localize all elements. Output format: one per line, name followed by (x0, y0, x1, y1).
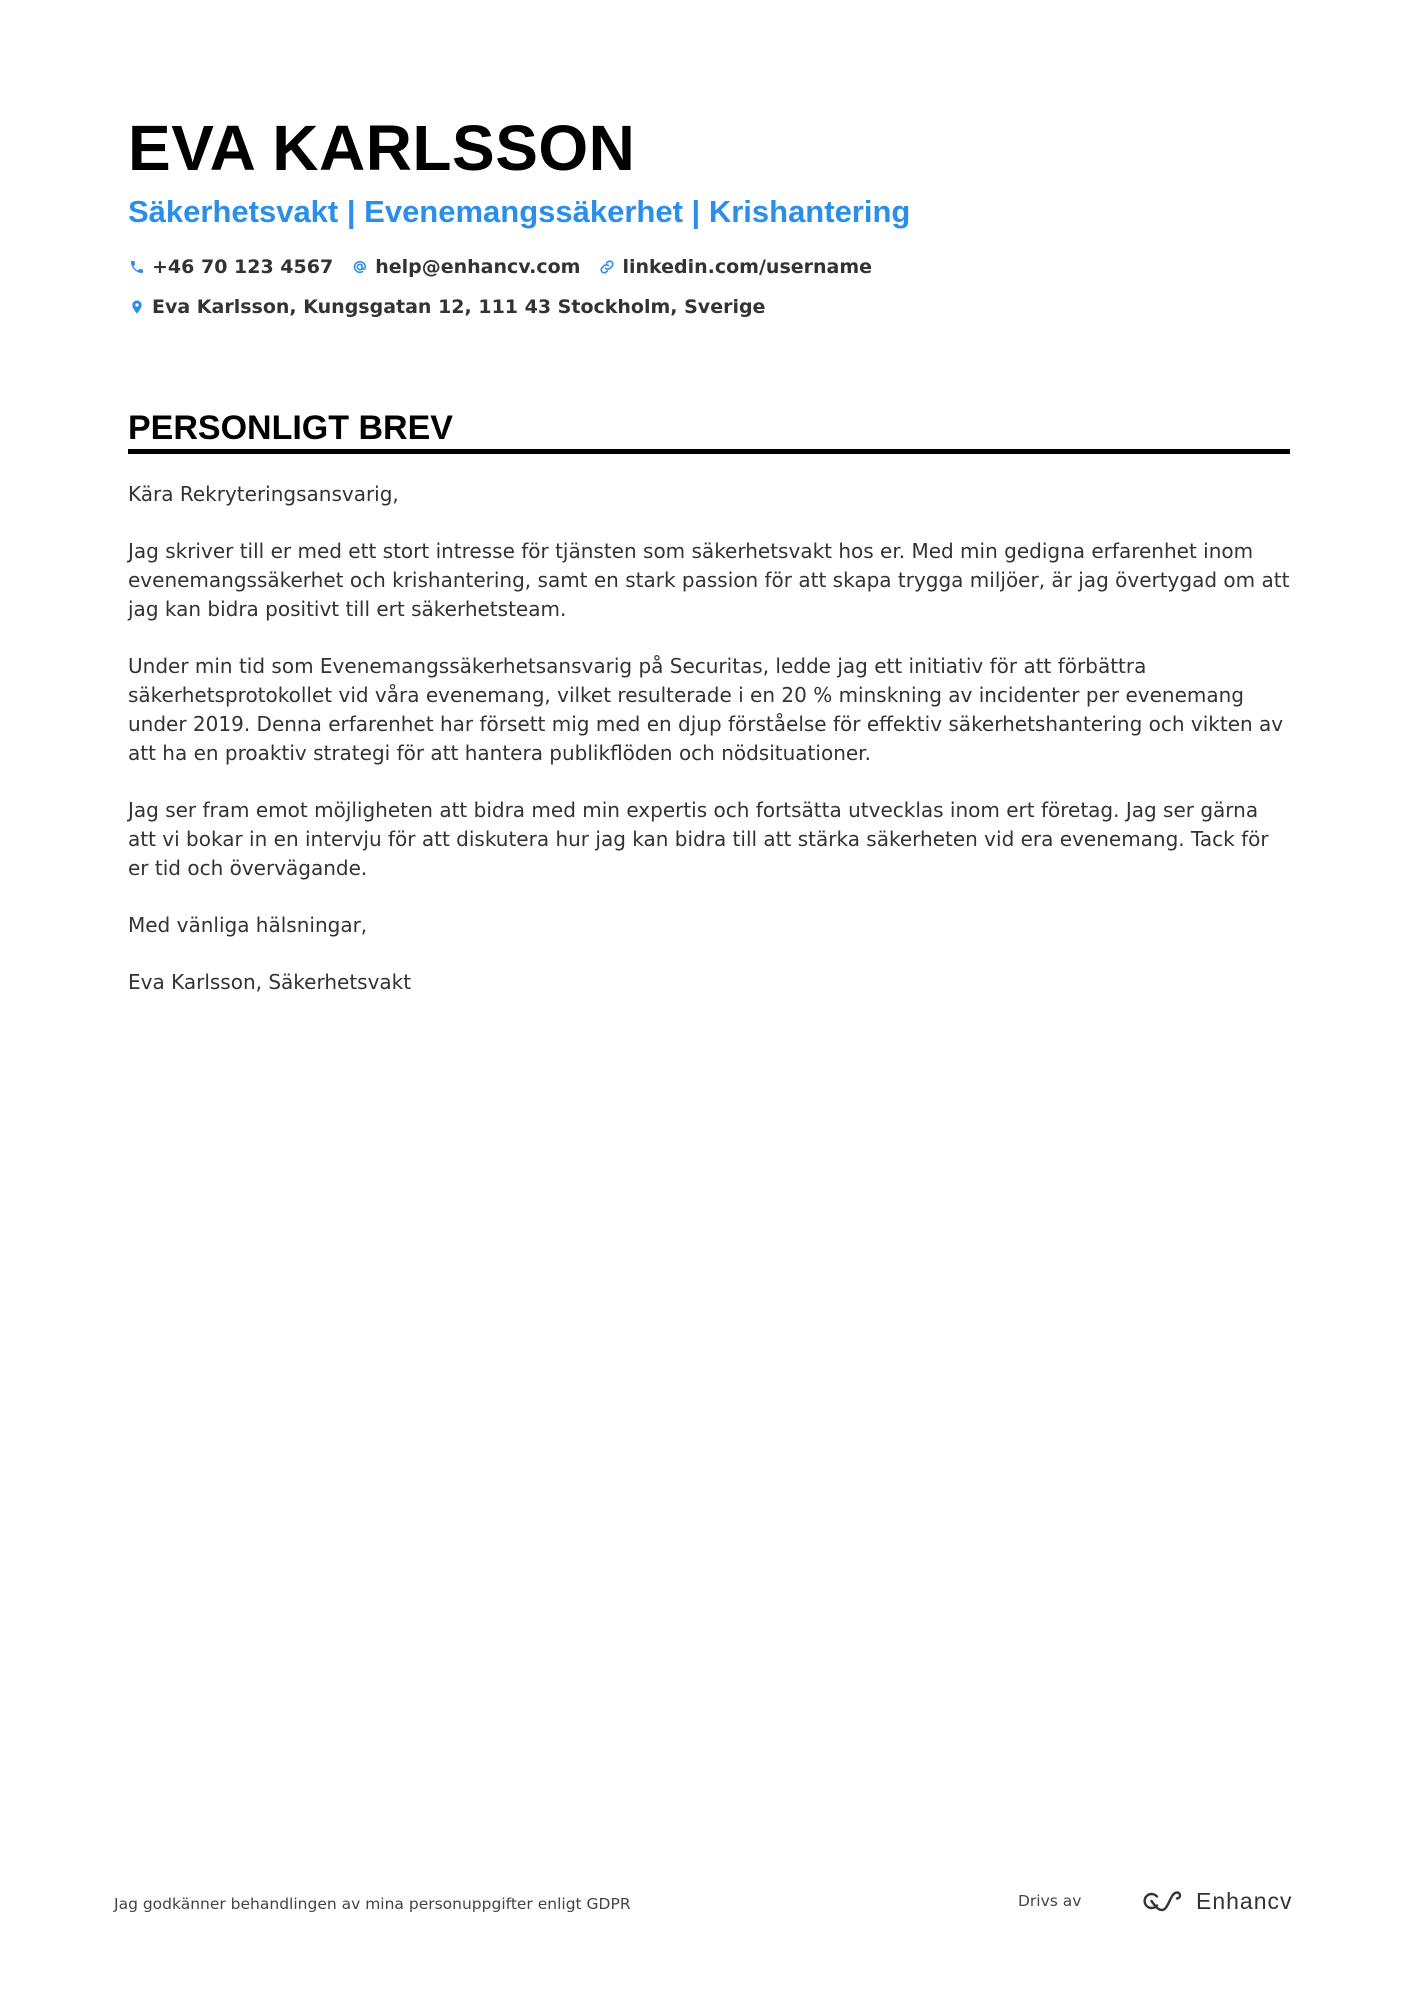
candidate-name: EVA KARLSSON (128, 112, 636, 184)
powered-by-label: Drivs av (1018, 1892, 1082, 1910)
letter-paragraph: Jag skriver till er med ett stort intresse för tjänsten som säkerhetsvakt hos er. Med min gedigna erfarenhet inom evenemangssäkerhet och krishantering, samt en stark passion för att skapa trygga miljöer, är jag övertygad om att jag kan bidra positivt till ert säkerhetsteam. (128, 539, 1290, 621)
contact-linkedin-text: linkedin.com/username (622, 256, 873, 278)
phone-icon (128, 258, 146, 276)
contact-email-text: help@enhancv.com (375, 256, 581, 278)
contact-row-primary (128, 254, 890, 280)
contact-row-address (128, 294, 783, 320)
at-icon (351, 258, 369, 276)
letter-greeting: Kära Rekryteringsansvarig, (128, 482, 399, 506)
contact-phone-text: +46 70 123 4567 (152, 256, 334, 278)
letter-body (128, 480, 1290, 1025)
contact-linkedin[interactable] (598, 256, 872, 278)
contact-email[interactable] (351, 256, 580, 278)
letter-paragraph: Jag ser fram emot möjligheten att bidra med min expertis och fortsätta utvecklas inom ert företag. Jag ser gärna att vi bokar in en intervju för att diskutera hur jag kan bidra till att stärka säkerheten vid era evenemang. Tack för er tid och övervägande. (128, 798, 1269, 880)
candidate-headline: Säkerhetsvakt | Evenemangssäkerhet | Krishantering (128, 194, 911, 229)
letter-signature: Eva Karlsson, Säkerhetsvakt (128, 970, 412, 994)
letter-paragraph: Under min tid som Evenemangssäkerhetsansvarig på Securitas, ledde jag ett initiativ för att förbättra säkerhetsprotokollet vid våra evenemang, vilket resulterade i en 20 % minskning av incidenter per evenemang under 2019. Denna erfarenhet har försett mig med en djup förståelse för effektiv säkerhetshantering och vikten av att ha en proaktiv strategi för att hantera publikflöden och nödsituationer. (128, 654, 1284, 765)
letter-closing: Med vänliga hälsningar, (128, 913, 368, 937)
location-pin-icon (128, 298, 146, 316)
enhancv-logo[interactable] (1138, 1886, 1293, 1916)
contact-address (128, 296, 765, 318)
gdpr-consent-text: Jag godkänner behandlingen av mina personuppgifter enligt GDPR (114, 1895, 631, 1913)
contact-phone[interactable] (128, 256, 333, 278)
enhancv-logo-icon (1138, 1888, 1184, 1914)
contact-address-text: Eva Karlsson, Kungsgatan 12, 111 43 Stockholm, Sverige (152, 296, 766, 318)
section-divider (128, 449, 1290, 454)
enhancv-logo-text: Enhancv (1196, 1887, 1293, 1914)
section-title: PERSONLIGT BREV (128, 409, 453, 447)
link-icon (598, 258, 616, 276)
